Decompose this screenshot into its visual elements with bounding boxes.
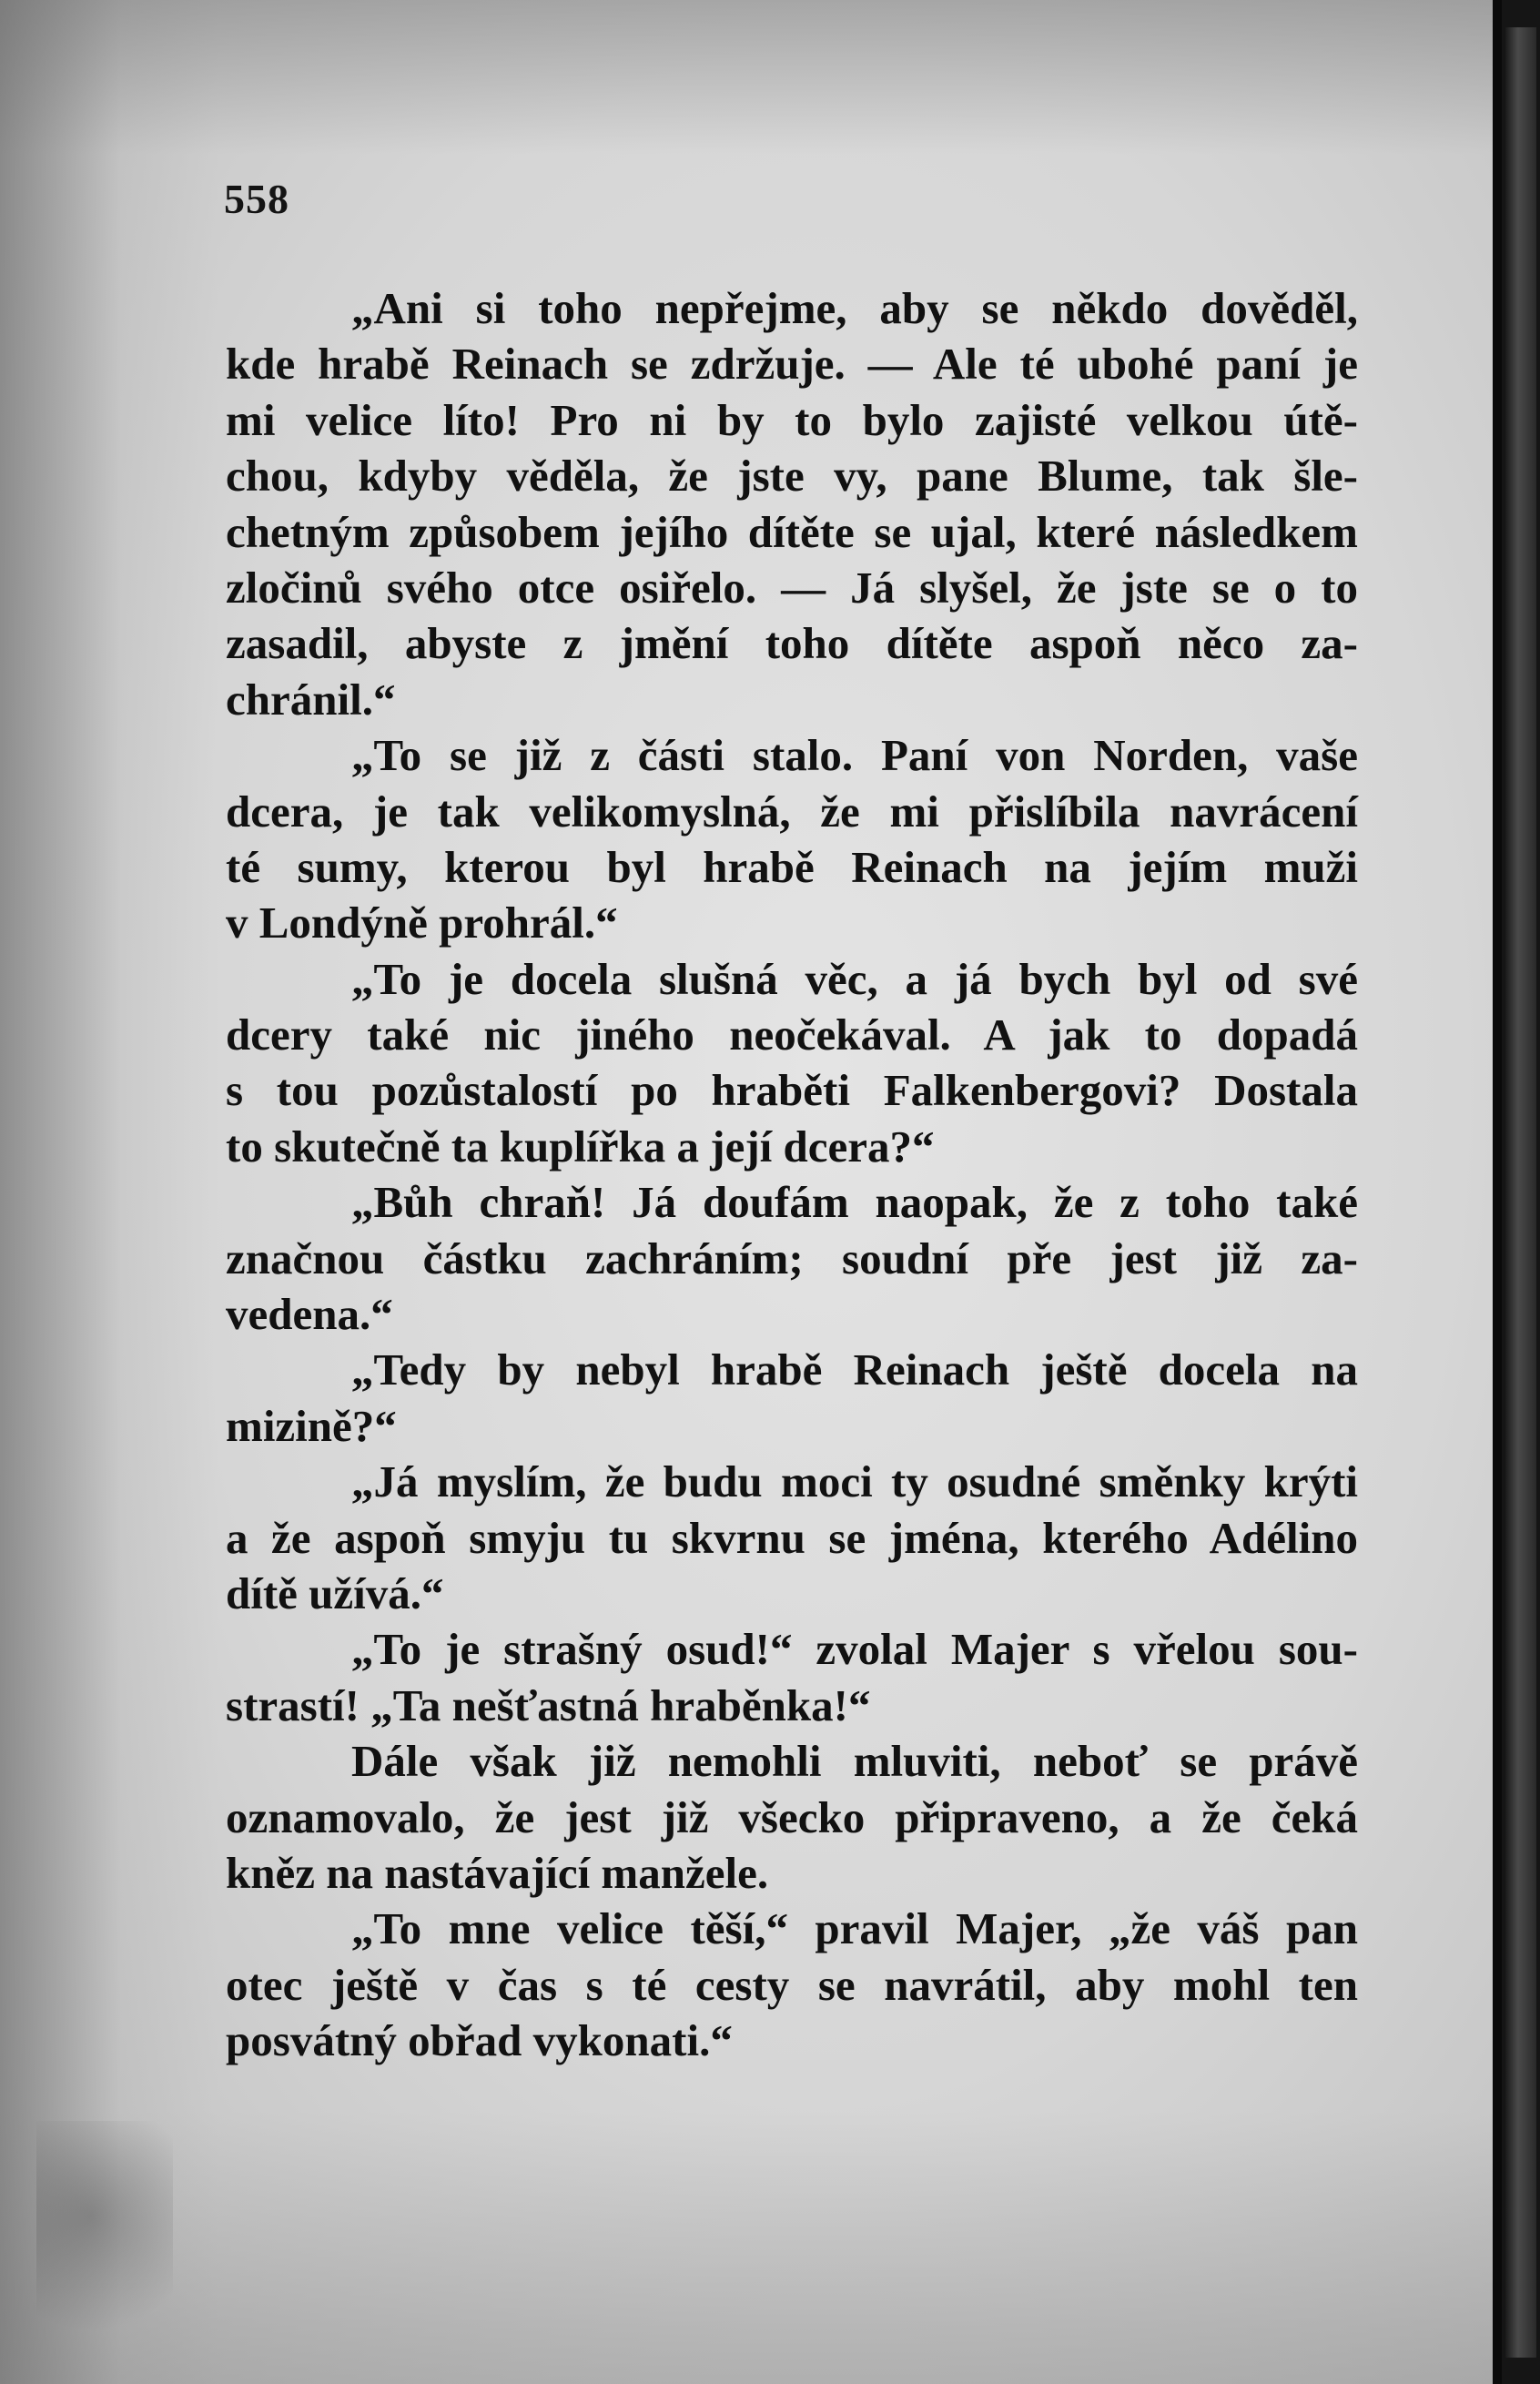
page-edge-shadow-left xyxy=(0,0,218,2384)
page-edge-shadow-top xyxy=(0,0,1493,155)
text-line: „Já myslím, že budu moci ty osudné směnky krýti xyxy=(351,1456,1358,1507)
paper-stain xyxy=(36,2121,173,2358)
text-line: „Ani si toho nepřejme, aby se někdo dověděl, xyxy=(351,283,1358,333)
text-line: otec ještě v čas s té cesty se navrátil, aby mohl ten xyxy=(226,1959,1358,2010)
text-line: „To je strašný osud!“ zvolal Majer s vřelou sou- xyxy=(351,1624,1358,1675)
text-line: zločinů svého otce osiřelo. — Já slyšel, že jste se o to xyxy=(226,562,1358,613)
page-edge-shadow-bottom xyxy=(0,2111,1493,2384)
text-line: kde hrabě Reinach se zdržuje. — Ale té ubohé paní je xyxy=(226,339,1358,390)
text-line: vedena.“ xyxy=(226,1289,393,1340)
text-line: posvátný obřad vykonati.“ xyxy=(226,2015,733,2066)
text-line: „To se již z části stalo. Paní von Norden, vaše xyxy=(351,730,1358,781)
text-line: dcery také nic jiného neočekával. A jak to dopadá xyxy=(226,1009,1358,1060)
text-line: dítě užívá.“ xyxy=(226,1567,444,1618)
text-line: v Londýně prohrál.“ xyxy=(226,898,618,949)
text-line: a že aspoň smyju tu skvrnu se jména, kterého Adélino xyxy=(226,1512,1358,1563)
next-page-edge-highlight xyxy=(1505,27,1536,2358)
text-line: kněz na nastávající manžele. xyxy=(226,1847,769,1898)
text-line: oznamovalo, že jest již všecko připraveno, a že čeká xyxy=(226,1791,1358,1842)
page-number: 558 xyxy=(224,176,289,222)
text-line: „To mne velice těší,“ pravil Majer, „že váš pan xyxy=(351,1903,1358,1954)
text-line: chetným způsobem jejího dítěte se ujal, které následkem xyxy=(226,506,1358,557)
text-line: to skutečně ta kuplířka a její dcera?“ xyxy=(226,1121,935,1172)
text-line: chránil.“ xyxy=(226,674,396,725)
text-line: Dále však již nemohli mluviti, neboť se právě xyxy=(351,1736,1358,1787)
text-line: značnou částku zachráním; soudní pře jest již za- xyxy=(226,1233,1358,1283)
text-line: strastí! „Ta nešťastná hraběnka!“ xyxy=(226,1679,871,1730)
text-line: „Bůh chraň! Já doufám naopak, že z toho také xyxy=(351,1177,1358,1228)
text-line: té sumy, kterou byl hrabě Reinach na jejím muži xyxy=(226,841,1358,892)
text-line: „To je docela slušná věc, a já bych byl od své xyxy=(351,953,1358,1004)
text-line: „Tedy by nebyl hrabě Reinach ještě docela na xyxy=(351,1344,1358,1395)
text-line: s tou pozůstalostí po hraběti Falkenbergovi? Dostala xyxy=(226,1065,1358,1116)
text-line: chou, kdyby věděla, že jste vy, pane Blume, tak šle- xyxy=(226,451,1358,502)
body-text xyxy=(226,280,1358,2069)
text-line: zasadil, abyste z jmění toho dítěte aspoň něco za- xyxy=(226,618,1358,669)
text-line: dcera, je tak velikomyslná, že mi přislíbila navrácení xyxy=(226,786,1358,837)
text-line: mi velice líto! Pro ni by to bylo zajisté velkou útě- xyxy=(226,394,1358,445)
text-line: mizině?“ xyxy=(226,1400,397,1451)
